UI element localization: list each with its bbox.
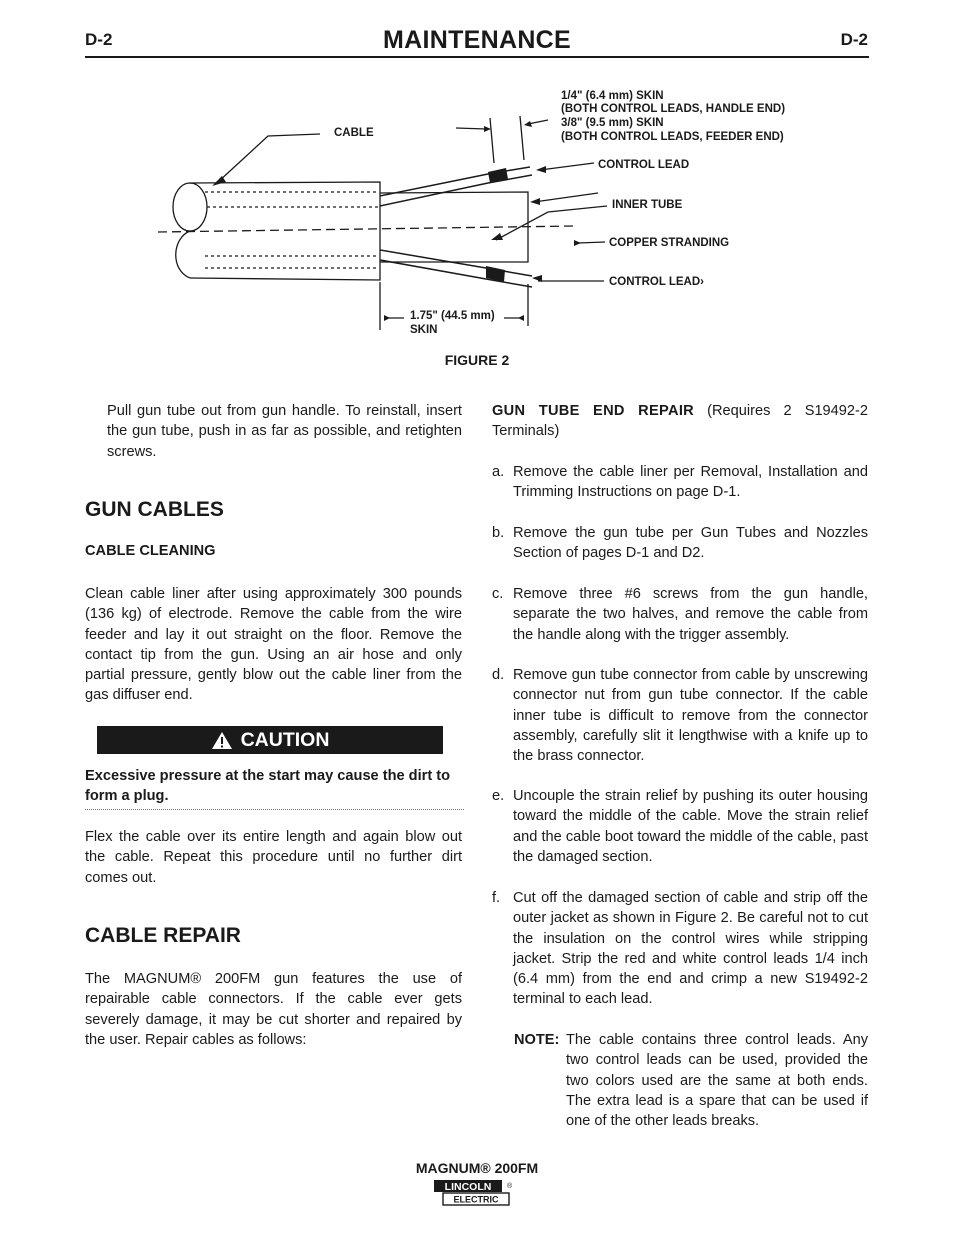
caution-banner	[97, 726, 443, 754]
cable-diagram	[0, 0, 954, 350]
tube-end-paragraph	[492, 401, 868, 442]
label-copper-stranding: COPPER STRANDING	[609, 237, 730, 249]
caution-divider	[85, 809, 464, 810]
caution-label: CAUTION	[240, 728, 330, 751]
lincoln-electric-logo	[433, 1178, 513, 1208]
cable-cleaning-heading: CABLE CLEANING	[85, 543, 216, 559]
label-skin-175-note: SKIN	[410, 324, 438, 336]
page-code-right: D-2	[840, 30, 868, 49]
intro-paragraph: Pull gun tube out from gun handle. To reinstall, insert the gun tube, push in as far as possible, and retighten screws.	[107, 403, 462, 460]
label-inner-tube: INNER TUBE	[612, 199, 683, 211]
caution-text: Excessive pressure at the start may cause the dirt to form a plug.	[85, 768, 451, 805]
label-skin-3-8: 3/8" (9.5 mm) SKIN	[561, 117, 664, 129]
repair-paragraph: The MAGNUM® 200FM gun features the use of repairable cable connectors. If the cable ever gets severely damage, it may be cut shorter and repaired by the user. Repair cables as follows:	[85, 971, 462, 1048]
page-code-left: D-2	[85, 30, 113, 49]
label-control-lead-bottom: CONTROL LEAD›	[609, 276, 704, 288]
logo-registered-mark: ®	[507, 1183, 513, 1190]
list-item-b: b. Remove the gun tube per Gun Tubes and Nozzles Section of pages D-1 and D2.	[492, 525, 868, 562]
label-skin-175: 1.75" (44.5 mm)	[410, 310, 495, 322]
label-skin-quarter-note: (BOTH CONTROL LEADS, HANDLE END)	[561, 103, 786, 115]
list-item-c: c. Remove three #6 screws from the gun handle, separate the two halves, and remove the cable from the handle along with the trigger assembly.	[492, 586, 868, 643]
footer-product-name: MAGNUM® 200FM	[415, 1160, 539, 1176]
note-label: NOTE:	[514, 1032, 560, 1048]
label-cable: CABLE	[334, 127, 374, 139]
figure-caption: FIGURE 2	[444, 352, 510, 368]
warning-icon	[211, 731, 233, 750]
list-item-a: a. Remove the cable liner per Removal, Installation and Trimming Instructions on page D-1.	[492, 464, 868, 501]
list-item-e: e. Uncouple the strain relief by pushing its outer housing toward the middle of the cable. Move the strain relief and the cable boot toward the middle of the cable, past the damaged section.	[492, 788, 868, 865]
page-title: MAINTENANCE	[382, 26, 572, 54]
cable-repair-heading: CABLE REPAIR	[85, 924, 241, 947]
label-skin-quarter: 1/4" (6.4 mm) SKIN	[561, 90, 664, 102]
label-skin-3-8-note: (BOTH CONTROL LEADS, FEEDER END)	[561, 131, 784, 143]
list-item-d: d. Remove gun tube connector from cable by unscrewing connector nut from gun tube connector. If the cable inner tube is difficult to remove from the connector assembly, carefully slit it lengthwise with a knife up to the brass connector.	[492, 667, 868, 765]
logo-bottom-text: ELECTRIC	[453, 1194, 499, 1205]
note-block	[514, 1030, 868, 1131]
note-text: The cable contains three control leads. Any two control leads can be used, provided the two colors used are the same at both ends. The extra lead is a spare that can be used if one of the other leads breaks.	[566, 1032, 868, 1130]
flex-paragraph: Flex the cable over its entire length and again blow out the cable. Repeat this procedure until no further dirt comes out.	[85, 829, 462, 886]
cleaning-paragraph: Clean cable liner after using approximately 300 pounds (136 kg) of electrode. Remove the cable from the wire feeder and lay it out straight on the floor. Remove the contact tip from the gun. Using an air hose and only partial pressure, gently blow out the cable liner from the gas diffuser end.	[85, 586, 462, 704]
tube-end-requirement: (Requires 2 S19492-2 Terminals)	[492, 403, 868, 440]
tube-end-heading: GUN TUBE END REPAIR	[492, 403, 695, 419]
list-item-f: f. Cut off the damaged section of cable and strip off the outer jacket as shown in Figure 2. Be careful not to cut the insulation on the control wires while stripping jacket. Strip the red and white control leads 1/4 inch (6.4 mm) from the end and crimp a new S19492-2 terminal to each lead.	[492, 890, 868, 1008]
gun-cables-heading: GUN CABLES	[85, 498, 224, 521]
label-control-lead-top: CONTROL LEAD	[598, 159, 690, 171]
logo-top-text: LINCOLN	[444, 1181, 492, 1193]
